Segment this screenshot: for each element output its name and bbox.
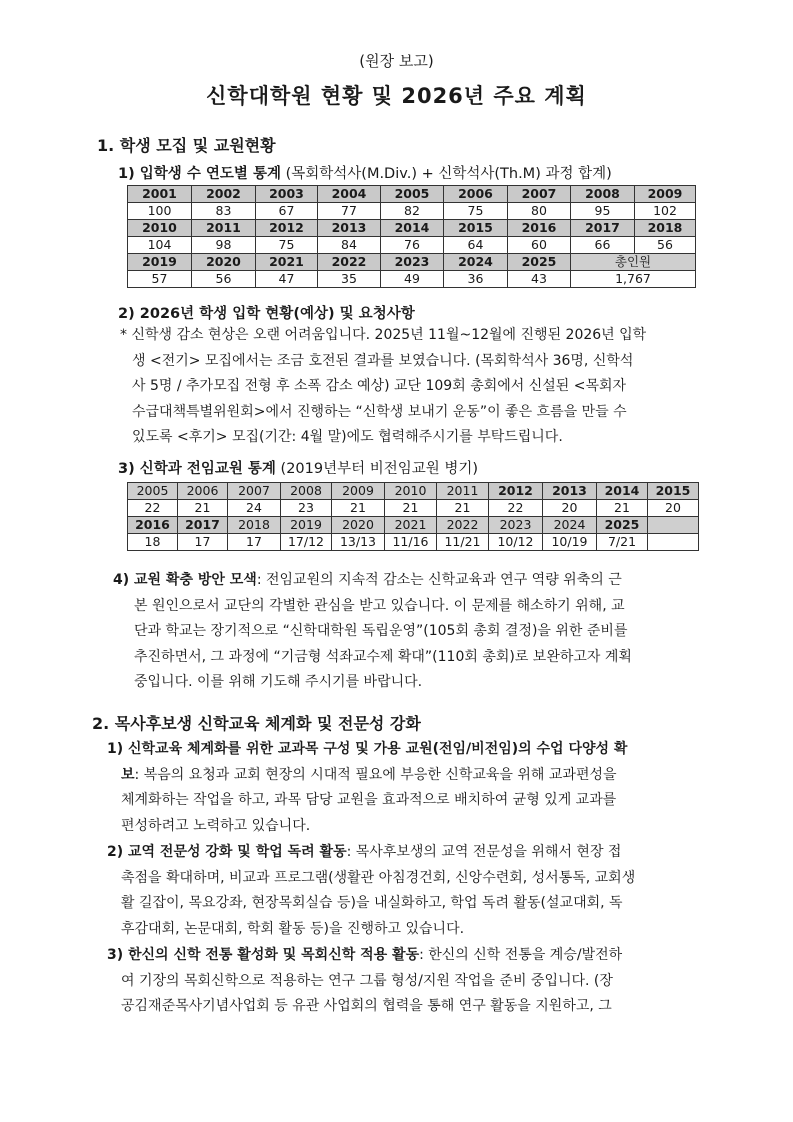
text-line (107, 737, 697, 763)
value-cell: 75 (256, 237, 318, 254)
admission-stats-table (127, 185, 696, 288)
value-cell: 10/19 (543, 534, 597, 551)
text-line: 본 원인으로서 교단의 각별한 관심을 받고 있습니다. 이 문제를 해소하기 위해, 교 (134, 597, 625, 614)
value-cell: 100 (128, 203, 192, 220)
value-cell: 18 (128, 534, 178, 551)
value-cell: 56 (635, 237, 696, 254)
value-cell: 47 (256, 271, 318, 288)
year-cell: 2007 (228, 483, 281, 500)
year-cell: 2022 (437, 517, 489, 534)
value-cell: 76 (381, 237, 444, 254)
year-cell: 2001 (128, 186, 192, 203)
year-cell: 2002 (192, 186, 256, 203)
report-pretitle: (원장 보고) (359, 52, 434, 70)
value-cell: 21 (597, 500, 648, 517)
year-cell: 2018 (635, 220, 696, 237)
value-cell: 21 (178, 500, 228, 517)
item1-label-cont: 보 (121, 766, 135, 783)
value-cell: 75 (444, 203, 508, 220)
year-cell: 2010 (128, 220, 192, 237)
year-cell: 2015 (444, 220, 508, 237)
faculty-year-row (128, 483, 699, 500)
sub2-paragraph (120, 323, 697, 451)
value-cell: 36 (444, 271, 508, 288)
value-cell: 83 (192, 203, 256, 220)
year-cell: 2015 (648, 483, 699, 500)
value-cell: 57 (128, 271, 192, 288)
year-cell: 2019 (281, 517, 332, 534)
value-cell: 77 (318, 203, 381, 220)
text-line (107, 763, 697, 789)
text-line: 촉점을 확대하며, 비교과 프로그램(생활관 아침경건회, 신앙수련회, 성서통독, 교회생 (121, 869, 636, 886)
year-cell: 2017 (571, 220, 635, 237)
value-cell: 22 (489, 500, 543, 517)
admission-year-row (128, 220, 696, 237)
text-line: 후감대회, 논문대회, 학회 활동 등)을 진행하고 있습니다. (121, 920, 465, 937)
item2-paragraph (107, 840, 697, 942)
total-value-cell: 1,767 (571, 271, 696, 288)
year-cell: 2021 (385, 517, 437, 534)
year-cell: 2011 (192, 220, 256, 237)
item3-label: 3) 한신의 신학 전통 활성화 및 목회신학 적용 활동 (107, 947, 420, 963)
year-cell: 2024 (543, 517, 597, 534)
value-cell: 95 (571, 203, 635, 220)
section1-heading: 1. 학생 모집 및 교원현황 (97, 136, 276, 155)
faculty-stats-table (127, 482, 699, 551)
value-cell: 24 (228, 500, 281, 517)
value-cell: 20 (648, 500, 699, 517)
item1-label: 1) 신학교육 체계화를 위한 교과목 구성 및 가용 교원(전임/비전임)의 수업 다양성 확 (107, 741, 628, 757)
value-cell: 80 (508, 203, 571, 220)
year-cell: 2009 (332, 483, 385, 500)
year-cell: 2004 (318, 186, 381, 203)
faculty-value-row (128, 500, 699, 517)
year-cell: 2024 (444, 254, 508, 271)
faculty-year-row (128, 517, 699, 534)
sub2-label: 2) 2026년 학생 입학 현황(예상) 및 요청사항 (118, 306, 415, 322)
value-cell: 60 (508, 237, 571, 254)
value-cell: 17 (228, 534, 281, 551)
year-cell: 2008 (571, 186, 635, 203)
text-line: 체계화하는 작업을 하고, 과목 담당 교원을 효과적으로 배치하여 균형 있게 교과를 (121, 792, 617, 808)
year-cell: 2019 (128, 254, 192, 271)
value-cell: 66 (571, 237, 635, 254)
text-line: 단과 학교는 장기적으로 “신학대학원 독립운영”(105회 총회 결정)을 위한 준비를 (134, 623, 628, 639)
empty-cell (648, 517, 699, 534)
sub4-label: 4) 교원 확충 방안 모색 (113, 572, 257, 588)
value-cell: 43 (508, 271, 571, 288)
value-cell: 17 (178, 534, 228, 551)
text-line: * 신학생 감소 현상은 오랜 어려움입니다. 2025년 11월~12월에 진행된 2026년 입학 (120, 327, 647, 343)
year-cell: 2005 (128, 483, 178, 500)
sub2-heading (118, 302, 415, 323)
text-line: 추진하면서, 그 과정에 “기금형 석좌교수제 확대”(110회 총회)로 보완하고자 계획 (134, 648, 632, 665)
value-cell: 67 (256, 203, 318, 220)
value-cell: 21 (332, 500, 385, 517)
year-cell: 2012 (256, 220, 318, 237)
empty-cell (648, 534, 699, 551)
year-cell: 2013 (318, 220, 381, 237)
year-cell: 2020 (332, 517, 385, 534)
year-cell: 2020 (192, 254, 256, 271)
value-cell: 64 (444, 237, 508, 254)
sub3-label: 3) 신학과 전임교원 통계 (118, 461, 276, 477)
text-line: 수급대책특별위원회>에서 진행하는 “신학생 보내기 운동”이 좋은 흐름을 만들 수 (132, 403, 627, 420)
value-cell: 82 (381, 203, 444, 220)
year-cell: 2007 (508, 186, 571, 203)
admission-value-row (128, 203, 696, 220)
section2-heading: 2. 목사후보생 신학교육 체계화 및 전문성 강화 (92, 714, 421, 733)
value-cell: 35 (318, 271, 381, 288)
value-cell: 21 (437, 500, 489, 517)
year-cell: 2005 (381, 186, 444, 203)
year-cell: 2006 (178, 483, 228, 500)
value-cell: 10/12 (489, 534, 543, 551)
year-cell: 2011 (437, 483, 489, 500)
text-line: 여 기장의 목회신학으로 적용하는 연구 그룹 형성/지원 작업을 준비 중입니다. (장 (121, 972, 613, 989)
item1-paragraph (107, 737, 697, 839)
text-line: 있도록 <후기> 모집(기간: 4월 말)에도 협력해주시기를 부탁드립니다. (132, 429, 563, 445)
sub4-paragraph (113, 568, 698, 696)
year-cell: 2003 (256, 186, 318, 203)
value-cell: 102 (635, 203, 696, 220)
item2-label: 2) 교역 전문성 강화 및 학업 독려 활동 (107, 844, 347, 860)
sub3-heading (118, 457, 478, 478)
text-line: 사 5명 / 추가모집 전형 후 소폭 감소 예상) 교단 109회 총회에서 신설된 <목회자 (132, 378, 627, 394)
year-cell: 2014 (597, 483, 648, 500)
admission-year-row (128, 186, 696, 203)
year-cell: 2023 (381, 254, 444, 271)
year-cell: 2017 (178, 517, 228, 534)
value-cell: 84 (318, 237, 381, 254)
year-cell: 2018 (228, 517, 281, 534)
year-cell: 2021 (256, 254, 318, 271)
year-cell: 2014 (381, 220, 444, 237)
year-cell: 2008 (281, 483, 332, 500)
item3-first-line: : 한신의 신학 전통을 계승/발전하 (419, 947, 623, 963)
value-cell: 13/13 (332, 534, 385, 551)
value-cell: 22 (128, 500, 178, 517)
sub1-label: 1) 입학생 수 연도별 통계 (118, 166, 281, 182)
value-cell: 49 (381, 271, 444, 288)
year-cell: 2023 (489, 517, 543, 534)
year-cell: 2012 (489, 483, 543, 500)
year-cell: 2025 (508, 254, 571, 271)
value-cell: 104 (128, 237, 192, 254)
year-cell: 2006 (444, 186, 508, 203)
text-line: 활 길잡이, 목요강좌, 현장목회실습 등)을 내실화하고, 학업 독려 활동(설교대회, 독 (121, 895, 623, 911)
value-cell: 23 (281, 500, 332, 517)
value-cell: 11/16 (385, 534, 437, 551)
value-cell: 17/12 (281, 534, 332, 551)
sub3-note: (2019년부터 비전임교원 병기) (275, 461, 479, 477)
value-cell: 11/21 (437, 534, 489, 551)
value-cell: 21 (385, 500, 437, 517)
year-cell: 2016 (508, 220, 571, 237)
value-cell: 98 (192, 237, 256, 254)
sub1-heading (118, 162, 612, 183)
year-cell: 2009 (635, 186, 696, 203)
year-cell: 2025 (597, 517, 648, 534)
admission-value-row (128, 237, 696, 254)
admission-value-row (128, 271, 696, 288)
text-line: 공김재준목사기념사업회 등 유관 사업회의 협력을 통해 연구 활동을 지원하고, 그 (121, 998, 612, 1014)
year-cell: 2016 (128, 517, 178, 534)
sub1-note: (목회학석사(M.Div.) + 신학석사(Th.M) 과정 합계) (280, 166, 612, 182)
text-line (107, 840, 697, 866)
text-line: 중입니다. 이를 위해 기도해 주시기를 바랍니다. (134, 674, 423, 690)
text-line (107, 943, 697, 969)
item2-first-line: : 목사후보생의 교역 전문성을 위해서 현장 접 (346, 844, 622, 860)
faculty-value-row (128, 534, 699, 551)
value-cell: 7/21 (597, 534, 648, 551)
text-line: 편성하려고 노력하고 있습니다. (121, 817, 311, 834)
page-title: 신학대학원 현황 및 2026년 주요 계획 (206, 84, 587, 108)
text-line (113, 568, 698, 594)
year-cell: 2010 (385, 483, 437, 500)
year-cell: 2022 (318, 254, 381, 271)
year-cell: 2013 (543, 483, 597, 500)
value-cell: 20 (543, 500, 597, 517)
value-cell: 56 (192, 271, 256, 288)
sub4-first-line: : 전임교원의 지속적 감소는 신학교육과 연구 역량 위축의 근 (256, 572, 622, 588)
total-label-cell: 총인원 (571, 254, 696, 271)
admission-year-row (128, 254, 696, 271)
item1-first-line: : 복음의 요청과 교회 현장의 시대적 필요에 부응한 신학교육을 위해 교과편성을 (134, 766, 617, 783)
text-line: 생 <전기> 모집에서는 조금 호전된 결과를 보였습니다. (목회학석사 36명, 신학석 (132, 352, 634, 369)
item3-paragraph (107, 943, 697, 1020)
